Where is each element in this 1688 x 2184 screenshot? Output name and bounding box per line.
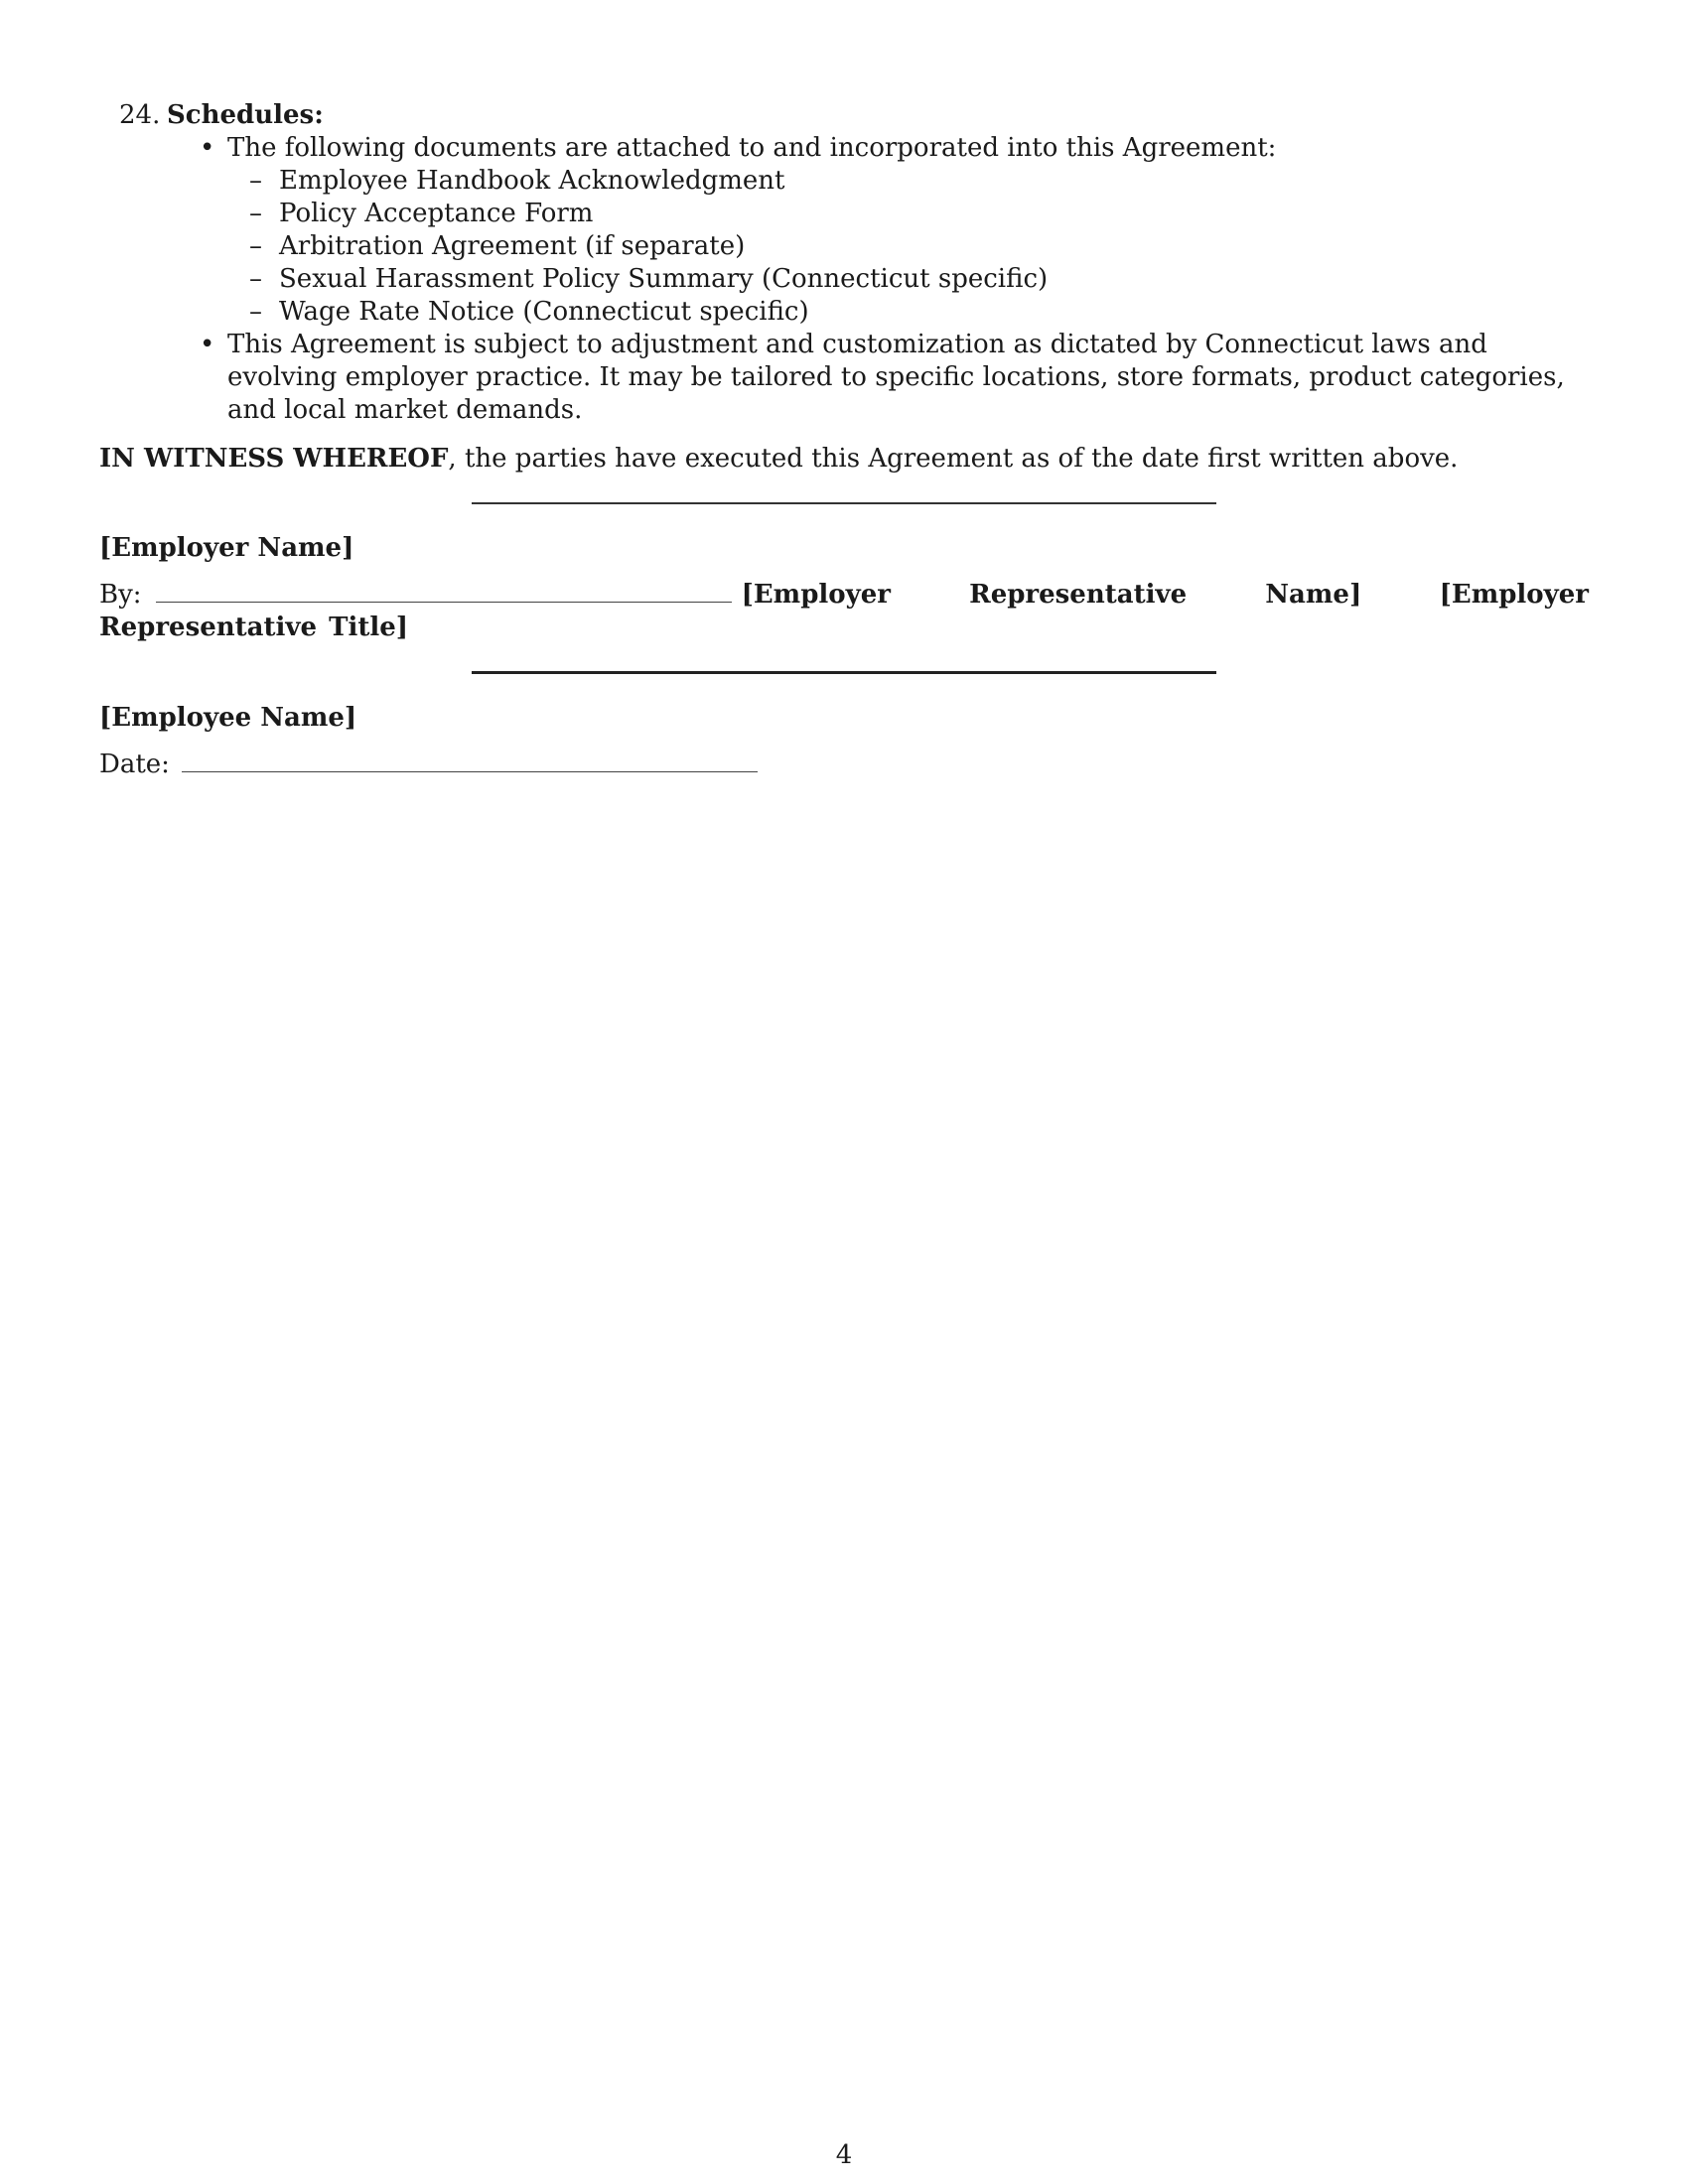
list-item: – Arbitration Agreement (if separate) [279,230,1589,263]
witness-text: , the parties have executed this Agreement as of the date first written above. [448,444,1459,474]
employer-signature-line [472,502,1216,504]
witness-clause [99,443,1589,476]
employer-name-placeholder: [Employer Name] [99,533,354,563]
employee-name-placeholder: [Employee Name] [99,703,357,733]
schedules-bullet-list [99,132,1589,427]
date-label: Date: [99,750,170,779]
bullet-attached-documents [227,132,1589,329]
date-blank-line [182,750,758,772]
list-item: – Sexual Harassment Policy Summary (Connecticut specific) [279,263,1589,296]
document-page [99,99,1589,781]
rep-title-placeholder: [Employer Representative Title] [99,580,1589,642]
employer-by-line [99,579,1589,644]
witness-lead: IN WITNESS WHEREOF [99,444,449,474]
attached-intro: The following documents are attached to and incorporated into this Agreement: [227,133,1277,163]
list-item: – Wage Rate Notice (Connecticut specific) [279,296,1589,329]
by-label: By: [99,580,142,610]
rep-name-placeholder: [Employer Representative Name] [741,580,1362,610]
section-schedules [99,99,1589,132]
employee-date-line [99,749,1589,781]
list-item: – Policy Acceptance Form [279,198,1589,230]
section-heading: Schedules: [167,100,324,130]
section-number: 24. [119,100,161,130]
attached-documents-list [227,165,1589,329]
list-item: – Employee Handbook Acknowledgment [279,165,1589,198]
bullet-adjustment-note [227,329,1589,427]
adjustment-note-text: This Agreement is subject to adjustment and customization as dictated by Connecticut laws and evolving employer practice. It may be tailored to specific locations, store formats, product categories, and local market demands. [227,330,1565,425]
by-blank-line [156,580,732,603]
employee-signature-line [472,671,1216,674]
page-number: 4 [835,2140,853,2170]
